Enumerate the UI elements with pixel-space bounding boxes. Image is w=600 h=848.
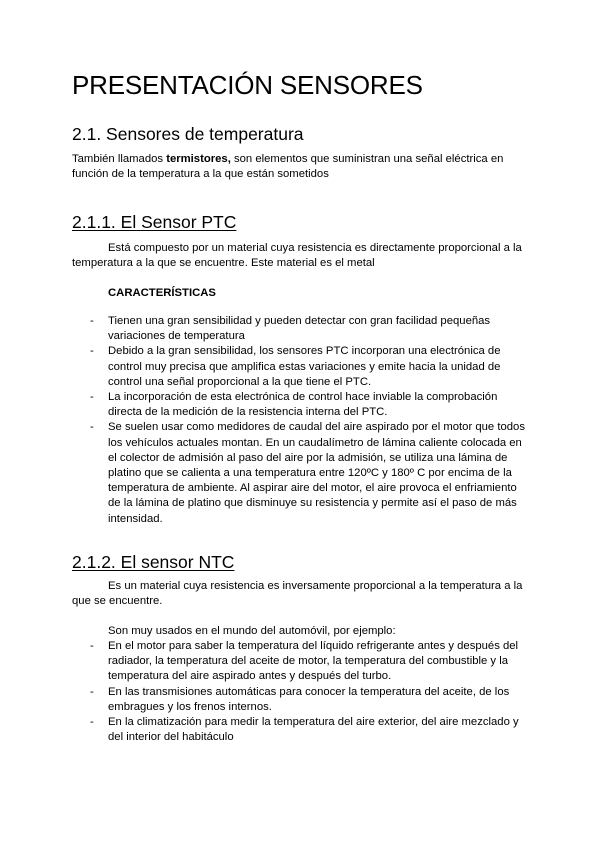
list-item: - La incorporación de esta electrónica de control hace inviable la comprobación directa de la medición de la resistencia interna del PTC.	[90, 391, 498, 419]
list-item-text: Se suelen usar como medidores de caudal del aire aspirado por el motor que todos los vehículos actuales montan. En un caudalímetro de lámina caliente colocada en el colector de admisión al paso del aire por la admisión, se utiliza una lámina de platino que se calienta a una temperatura entre 120ºC y 180º C por encima de la temperatura de ambiente. Al aspirar aire del motor, el aire provoca el enfriamiento de la lámina de platino que disminuye su resistencia y permite así el paso de más intensidad.	[108, 421, 525, 525]
list-item-text: En el motor para saber la temperatura del líquido refrigerante antes y después del radiador, la temperatura del aceite de motor, la temperatura del combustible y la temperatura del aire aspirado antes y después del turbo.	[108, 640, 519, 683]
ptc-bullet-list	[72, 314, 532, 527]
intro-bold-term: termistores,	[166, 153, 231, 165]
list-item-text: Debido a la gran sensibilidad, los sensores PTC incorporan una electrónica de control muy precisa que amplifica estas variaciones y emite hacia la unidad de control una señal proporcional a la que tiene el PTC.	[108, 345, 501, 388]
list-item-text: En las transmisiones automáticas para conocer la temperatura del aceite, de los embragues y los frenos internos.	[108, 685, 510, 713]
intro-text-after: son elementos que suministran una señal eléctrica en función de la temperatura a la que están sometidos	[72, 153, 504, 181]
list-item: - Debido a la gran sensibilidad, los sensores PTC incorporan una electrónica de control muy precisa que amplifica estas variaciones y emite hacia la unidad de control una señal proporcional a la que tiene el PTC.	[90, 345, 501, 388]
ptc-heading: 2.1.1. El Sensor PTC	[72, 212, 237, 232]
ntc-description: Es un material cuya resistencia es inversamente proporcional a la temperatura a la que se encuentre.	[72, 580, 523, 608]
intro-text-before: También llamados	[72, 153, 167, 165]
list-item-text: Tienen una gran sensibilidad y pueden detectar con gran facilidad pequeñas variaciones de temperatura	[108, 315, 491, 343]
list-item: - Tienen una gran sensibilidad y pueden detectar con gran facilidad pequeñas variaciones de temperatura	[90, 315, 491, 343]
list-item: - En la climatización para medir la temperatura del aire exterior, del aire mezclado y del interior del habitáculo	[90, 716, 519, 744]
ptc-description: Está compuesto por un material cuya resistencia es directamente proporcional a la temperatura a la que se encuentre. Este material es el metal	[72, 242, 522, 270]
section-intro	[72, 152, 542, 182]
list-item-text: La incorporación de esta electrónica de control hace inviable la comprobación directa de la medición de la resistencia interna del PTC.	[108, 391, 498, 419]
ntc-usage-intro: Son muy usados en el mundo del automóvil, por ejemplo:	[108, 625, 396, 637]
ptc-characteristics-label: CARACTERÍSTICAS	[108, 287, 216, 299]
ntc-bullet-list	[72, 639, 532, 745]
list-item: - Se suelen usar como medidores de caudal del aire aspirado por el motor que todos los vehículos actuales montan. En un caudalímetro de lámina caliente colocada en el colector de admisión al paso del aire por la admisión, se utiliza una lámina de platino que se calienta a una temperatura entre 120ºC y 180º C por encima de la temperatura de ambiente. Al aspirar aire del motor, el aire provoca el enfriamiento de la lámina de platino que disminuye su resistencia y permite así el paso de más intensidad.	[90, 421, 525, 525]
ntc-heading: 2.1.2. El sensor NTC	[72, 552, 235, 572]
section-heading-temperature-sensors: 2.1. Sensores de temperatura	[72, 124, 304, 144]
page-title: PRESENTACIÓN SENSORES	[72, 70, 423, 100]
list-item: - En el motor para saber la temperatura del líquido refrigerante antes y después del radiador, la temperatura del aceite de motor, la temperatura del combustible y la temperatura del aire aspirado antes y después del turbo.	[90, 640, 519, 683]
list-item: - En las transmisiones automáticas para conocer la temperatura del aceite, de los embragues y los frenos internos.	[90, 685, 510, 713]
list-item-text: En la climatización para medir la temperatura del aire exterior, del aire mezclado y del interior del habitáculo	[108, 716, 519, 744]
